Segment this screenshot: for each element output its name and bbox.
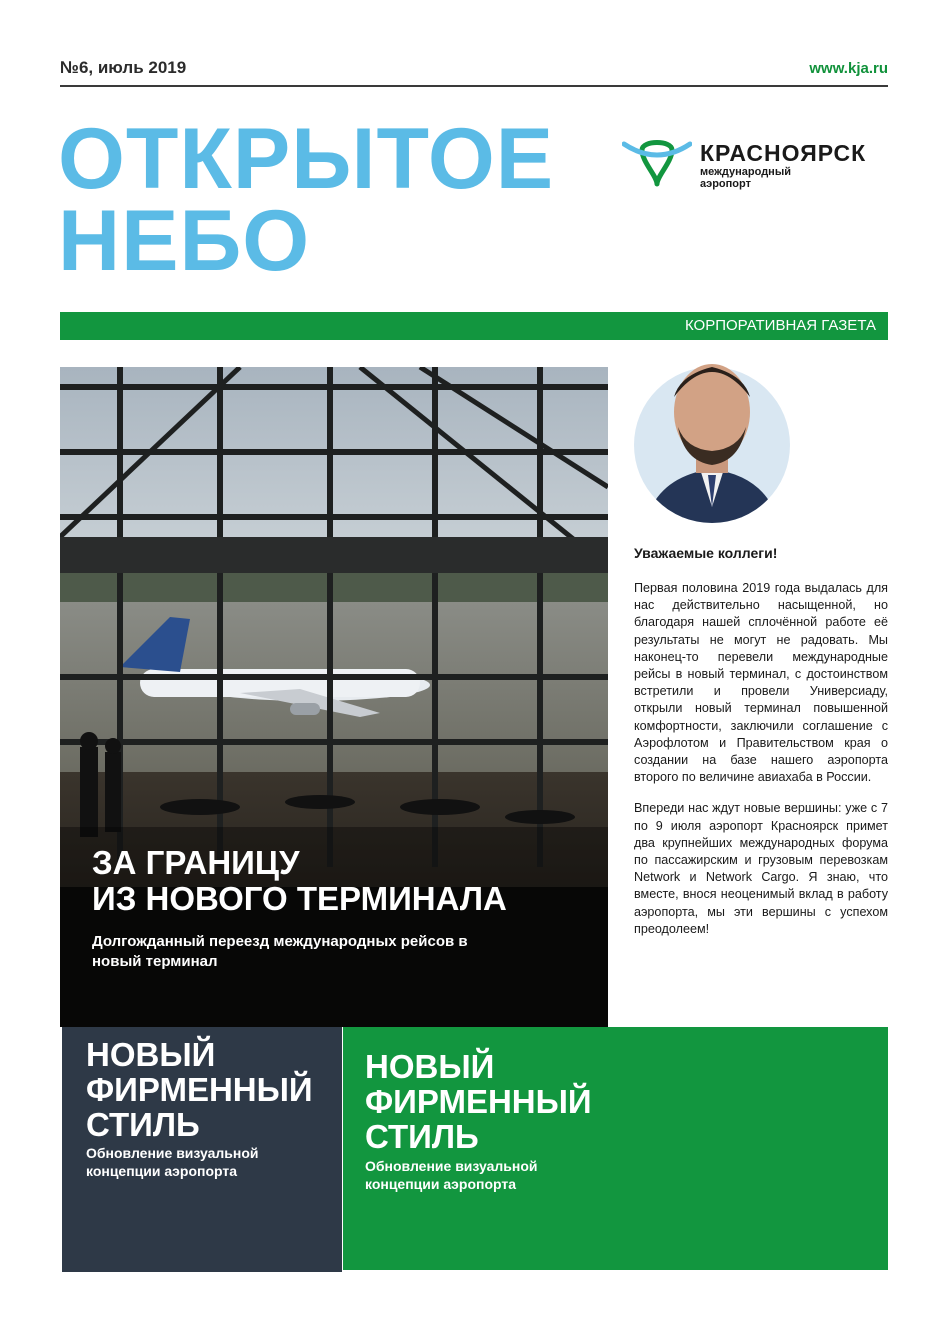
logo-name: КРАСНОЯРСК <box>700 140 867 166</box>
teaser-title-line: СТИЛЬ <box>365 1118 479 1155</box>
location-pin-icon <box>622 136 692 192</box>
teaser-subtitle-line: концепции аэропорта <box>365 1176 517 1192</box>
section-bar <box>60 312 888 340</box>
teaser-subtitle-line: концепции аэропорта <box>86 1163 238 1179</box>
section-bar-label: КОРПОРАТИВНАЯ ГАЗЕТА <box>684 317 876 334</box>
teaser-subtitle-line: Обновление визуальной <box>365 1158 538 1174</box>
newspaper-title-line2: НЕБО <box>58 193 311 289</box>
teaser-title-line: ФИРМЕННЫЙ <box>86 1071 313 1108</box>
feature-subheadline: Долгожданный переезд международных рейсов в новый терминал <box>92 933 468 970</box>
teaser-subtitle <box>86 1144 259 1180</box>
teaser-title-line: СТИЛЬ <box>86 1106 200 1143</box>
logo-subtitle <box>700 166 791 190</box>
teaser-title <box>86 1037 313 1142</box>
editorial-paragraph: Первая половина 2019 года выдалась для нас действительно насыщенной, но благодаря нашей сплочённой работе её результаты не могут не радовать. Мы наконец-то перевели международные рейсы в новый терминал, с достоинством встретили и провели Универсиаду, открыли новый терминал повышенной комфортности, заключили соглашение с Аэрофлотом и Правительством края о создании на базе нашего аэропорта второго по величине авиахаба в России. <box>634 581 888 785</box>
feature-headline-line1: ЗА ГРАНИЦУ <box>92 844 300 881</box>
teaser-subtitle <box>365 1157 538 1193</box>
editorial-paragraph: Впереди нас ждут новые вершины: уже с 7 по 9 июля аэропорт Красноярск примет два крупнейших международных форума по пассажирским и грузовым перевозкам Network и Network Cargo. Я знаю, что вместе, внося неоценимый вклад в работу аэропорта, мы эти вершины с успехом преодолеем! <box>634 801 888 936</box>
author-portrait <box>634 357 790 529</box>
teaser-box-green[interactable] <box>343 1027 888 1270</box>
feature-photo <box>60 367 608 1027</box>
logo-subtitle-line1: международный <box>700 166 791 178</box>
teaser-box-dark[interactable] <box>62 1027 342 1272</box>
teaser-title-line: НОВЫЙ <box>86 1036 216 1073</box>
editorial-salutation: Уважаемые коллеги! <box>634 545 778 561</box>
newspaper-title <box>58 111 555 289</box>
teaser-title-line: ФИРМЕННЫЙ <box>365 1083 592 1120</box>
logo-subtitle-line2: аэропорт <box>700 178 751 190</box>
newspaper-title-line1: ОТКРЫТОЕ <box>58 111 555 207</box>
header-divider <box>60 85 888 87</box>
website-link[interactable]: www.kja.ru <box>809 60 888 77</box>
teaser-title <box>365 1049 592 1154</box>
teaser-subtitle-line: Обновление визуальной <box>86 1145 259 1161</box>
editorial-text <box>634 580 888 952</box>
feature-headline-line2: ИЗ НОВОГО ТЕРМИНАЛА <box>92 880 507 917</box>
teaser-title-line: НОВЫЙ <box>365 1048 495 1085</box>
airport-logo <box>622 136 892 196</box>
feature-headline <box>92 845 507 917</box>
issue-number: №6, июль 2019 <box>60 58 187 77</box>
